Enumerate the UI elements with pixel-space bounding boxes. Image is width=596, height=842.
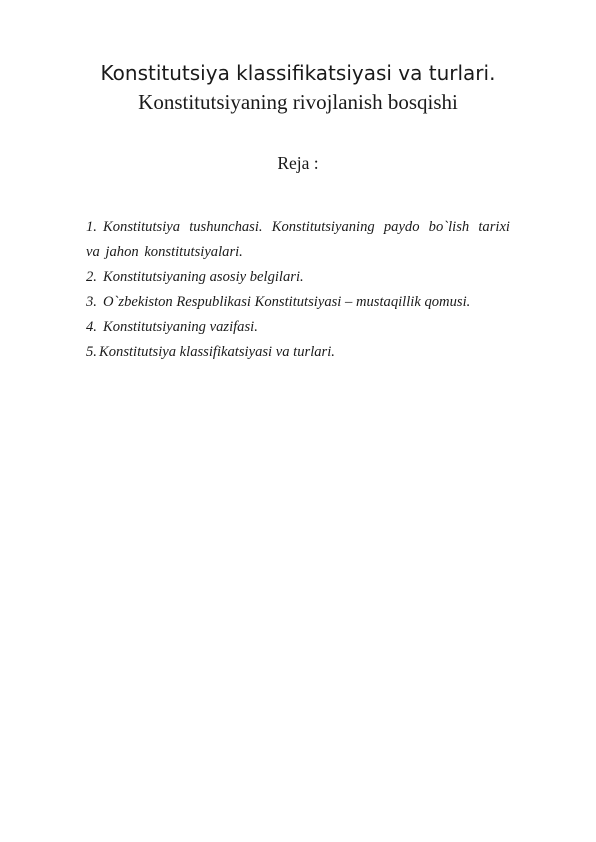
plan-item-text: Konstitutsiya tushunchasi. Konstitutsiyaning paydo bo`lish tarixi va jahon konstitutsiyalari. [86, 219, 510, 260]
plan-item-number: 1. [86, 219, 97, 235]
plan-item-number: 2. [86, 269, 97, 285]
plan-item [86, 340, 510, 365]
plan-item-text: O`zbekiston Respublikasi Konstitutsiyasi – mustaqillik qomusi. [103, 294, 471, 310]
plan-item-number: 3. [86, 294, 97, 310]
plan-list [86, 215, 510, 365]
plan-item [86, 290, 510, 315]
plan-item-text: Konstitutsiyaning asosiy belgilari. [103, 269, 304, 285]
plan-item-number: 5. [86, 344, 97, 360]
page-subtitle: Konstitutsiyaning rivojlanish bosqishi [138, 90, 458, 114]
plan-item-text: Konstitutsiyaning vazifasi. [103, 319, 258, 335]
plan-item [86, 265, 510, 290]
plan-item-number: 4. [86, 319, 97, 335]
plan-item [86, 215, 510, 265]
plan-item-text: Konstitutsiya klassifikatsiyasi va turlari. [99, 344, 335, 360]
plan-item [86, 315, 510, 340]
page-title: Konstitutsiya klassifikatsiyasi va turlari. [100, 61, 496, 85]
plan-heading: Reja : [277, 153, 319, 173]
